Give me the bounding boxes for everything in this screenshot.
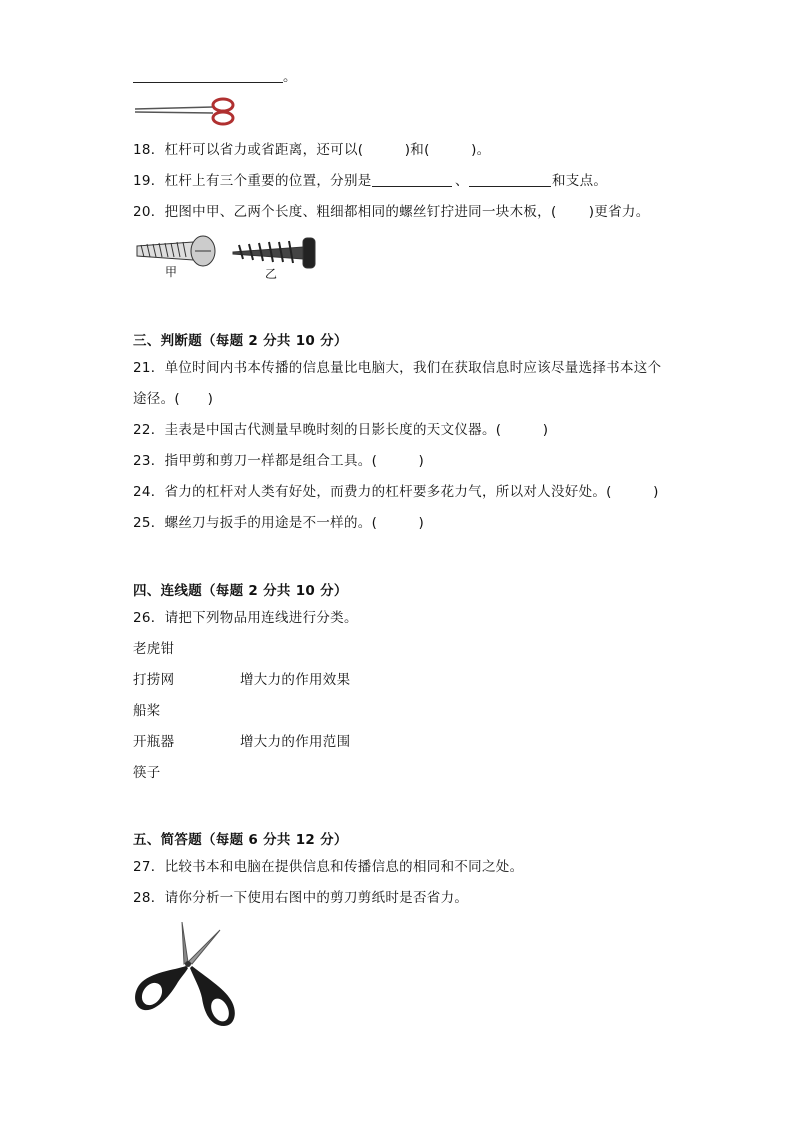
match-left-item[interactable]: 船桨 <box>133 703 161 719</box>
match-left-item[interactable]: 老虎钳 <box>133 641 175 657</box>
question-24: 24．省力的杠杆对人类有好处，而费力的杠杆要多花力气，所以对人没好处。( ) <box>133 484 659 500</box>
section-4-title: 四、连线题（每题 2 分共 10 分） <box>133 583 348 599</box>
question-19-sep: 、 <box>455 173 469 189</box>
screws-image <box>133 232 323 278</box>
match-left-item[interactable]: 筷子 <box>133 765 161 781</box>
question-25: 25．螺丝刀与扳手的用途是不一样的。( ) <box>133 515 425 531</box>
match-right-item[interactable]: 增大力的作用效果 <box>240 672 351 688</box>
answer-blank-line[interactable] <box>133 82 283 83</box>
question-21-line2: 途径。( ) <box>133 391 214 407</box>
question-23: 23．指甲剪和剪刀一样都是组合工具。( ) <box>133 453 425 469</box>
match-right-item[interactable]: 增大力的作用范围 <box>240 734 351 750</box>
question-19-prefix: 19．杠杆上有三个重要的位置，分别是 <box>133 173 372 189</box>
question-28: 28．请你分析一下使用右图中的剪刀剪纸时是否省力。 <box>133 890 469 906</box>
long-scissors-image <box>133 96 238 128</box>
question-27: 27．比较书本和电脑在提供信息和传播信息的相同和不同之处。 <box>133 859 524 875</box>
question-18: 18．杠杆可以省力或省距离，还可以( )和( )。 <box>133 142 491 158</box>
section-5-title: 五、简答题（每题 6 分共 12 分） <box>133 832 348 848</box>
screw-label-b: 乙 <box>265 267 278 281</box>
match-left-item[interactable]: 开瓶器 <box>133 734 175 750</box>
match-left-item[interactable]: 打捞网 <box>133 672 175 688</box>
question-19-suffix: 和支点。 <box>552 173 608 189</box>
question-26: 26．请把下列物品用连线进行分类。 <box>133 610 358 626</box>
answer-blank-19b[interactable] <box>469 186 551 187</box>
top-blank-period: 。 <box>283 69 297 85</box>
question-22: 22．圭表是中国古代测量早晚时刻的日影长度的天文仪器。( ) <box>133 422 549 438</box>
question-20: 20．把图中甲、乙两个长度、粗细都相同的螺丝钉拧进同一块木板，( )更省力。 <box>133 204 650 220</box>
answer-blank-19a[interactable] <box>372 186 452 187</box>
screw-label-a: 甲 <box>165 265 178 279</box>
question-21-line1: 21．单位时间内书本传播的信息量比电脑大，我们在获取信息时应该尽量选择书本这个 <box>133 360 662 376</box>
section-3-title: 三、判断题（每题 2 分共 10 分） <box>133 333 348 349</box>
scissors-image <box>130 922 240 1030</box>
